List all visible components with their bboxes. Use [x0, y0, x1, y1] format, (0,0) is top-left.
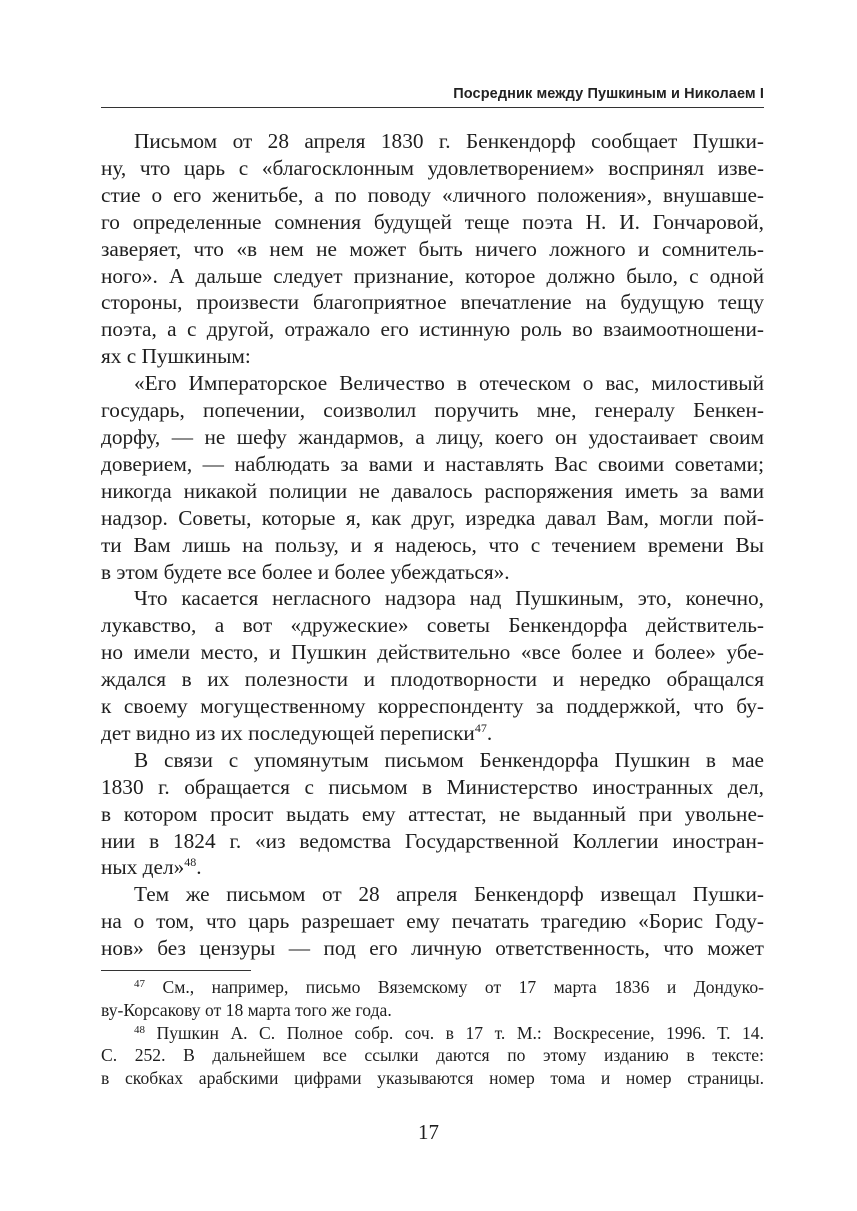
- text-line: [101, 1022, 764, 1045]
- footnote-47: [101, 976, 764, 1022]
- text-fragment: Пушкин А. С. Полное собр. соч. в 17 т. М.: Воскресение, 1996. Т. 14.: [145, 1022, 764, 1043]
- text-fragment: дет видно из их последующей переписки: [101, 720, 475, 745]
- text-line: на о том, что царь разрешает ему печатать трагедию «Борис Году-: [101, 909, 764, 934]
- text-line: стие о его женитьбе, а по поводу «личного положения», внушавше-: [101, 182, 764, 207]
- paragraph-1: [101, 128, 764, 370]
- paragraph-3: [101, 585, 764, 746]
- text-line: ти Вам лишь на пользу, и я надеюсь, что с течением времени Вы: [101, 532, 764, 557]
- paragraph-5: [101, 881, 764, 962]
- text-line: в котором просит выдать ему аттестат, не выданный при увольне-: [101, 801, 764, 826]
- running-title: Посредник между Пушкиным и Николаем I: [453, 86, 764, 102]
- paragraph-2-quote: [101, 370, 764, 585]
- text-line: 1830 г. обращается с письмом в Министерство иностранных дел,: [101, 774, 764, 799]
- text-fragment: См., например, письмо Вяземскому от 17 марта 1836 и Дондуко-: [145, 977, 764, 997]
- footnote-mark-48: 48: [134, 1023, 145, 1036]
- text-line: Что касается негласного надзора над Пушкиным, это, конечно,: [134, 586, 764, 611]
- footnote-48: [101, 1022, 764, 1090]
- text-fragment: .: [486, 720, 493, 745]
- text-line: [101, 976, 764, 999]
- footnote-ref-48[interactable]: 48: [184, 855, 197, 870]
- text-line: нов» без цензуры — под его личную ответственность, что может: [101, 936, 764, 961]
- text-line: но имели место, и Пушкин действительно «все более и более» убе-: [101, 640, 764, 665]
- text-line: [101, 854, 764, 881]
- text-line: надзор. Советы, которые я, как друг, изредка давал Вам, могли пой-: [101, 505, 764, 530]
- paragraph-4: [101, 747, 764, 882]
- text-line: ждался в их полезности и плодотворности и нередко обращался: [101, 667, 764, 692]
- text-line: В связи с упомянутым письмом Бенкендорфа Пушкин в мае: [134, 747, 764, 772]
- text-line: к своему могущественному корреспонденту за поддержкой, что бу-: [101, 694, 764, 719]
- footnote-separator: [101, 970, 251, 971]
- text-line: ях с Пушкиным:: [101, 344, 251, 369]
- text-fragment: ных дел»: [101, 855, 185, 880]
- text-line: ну, что царь с «благосклонным удовлетворением» воспринял изве-: [101, 155, 764, 180]
- text-line: доверием, — наблюдать за вами и наставлять Вас своими советами;: [101, 451, 764, 476]
- text-line: стороны, произвести благоприятное впечатление на будущую тещу: [101, 290, 764, 315]
- text-line: поэта, а с другой, отражало его истинную роль во взаимоотношени-: [101, 317, 764, 342]
- text-line: го определенные сомнения будущей теще поэта Н. И. Гончаровой,: [101, 209, 764, 234]
- footnotes: [101, 976, 764, 1090]
- text-line: заверяет, что «в нем не может быть ничего ложного и сомнитель-: [101, 236, 764, 261]
- text-line: дорфу, — не шефу жандармов, а лицу, коего он удостаивает своим: [101, 424, 764, 449]
- text-line: нии в 1824 г. «из ведомства Государственной Коллегии иностран-: [101, 828, 764, 853]
- running-head: [101, 86, 764, 108]
- text-line: ву-Корсакову от 18 марта того же года.: [101, 999, 392, 1020]
- text-line: «Его Императорское Величество в отеческом о вас, милостивый: [134, 371, 764, 396]
- page-number: 17: [418, 1120, 439, 1144]
- text-line: ного». А дальше следует признание, которое должно было, с одной: [101, 263, 764, 288]
- footnote-mark-47: 47: [134, 978, 145, 990]
- text-line: С. 252. В дальнейшем все ссылки даются по этому изданию в тексте:: [101, 1045, 764, 1066]
- text-line: никогда никакой полиции не давалось распоряжения иметь за вами: [101, 478, 764, 503]
- text-line: государь, попечении, соизволил поручить мне, генералу Бенкен-: [101, 398, 764, 423]
- body-text: [101, 128, 764, 962]
- text-line: в этом будете все более и более убеждаться».: [101, 559, 510, 584]
- text-line: [101, 720, 764, 747]
- text-fragment: .: [196, 855, 202, 880]
- text-line: в скобках арабскими цифрами указываются номер тома и номер страницы.: [101, 1068, 764, 1089]
- text-line: лукавство, а вот «дружеские» советы Бенкендорфа действитель-: [101, 613, 764, 638]
- text-line: Тем же письмом от 28 апреля Бенкендорф извещал Пушки-: [134, 882, 764, 907]
- footnote-ref-47[interactable]: 47: [474, 720, 487, 735]
- text-line: Письмом от 28 апреля 1830 г. Бенкендорф сообщает Пушки-: [134, 129, 764, 153]
